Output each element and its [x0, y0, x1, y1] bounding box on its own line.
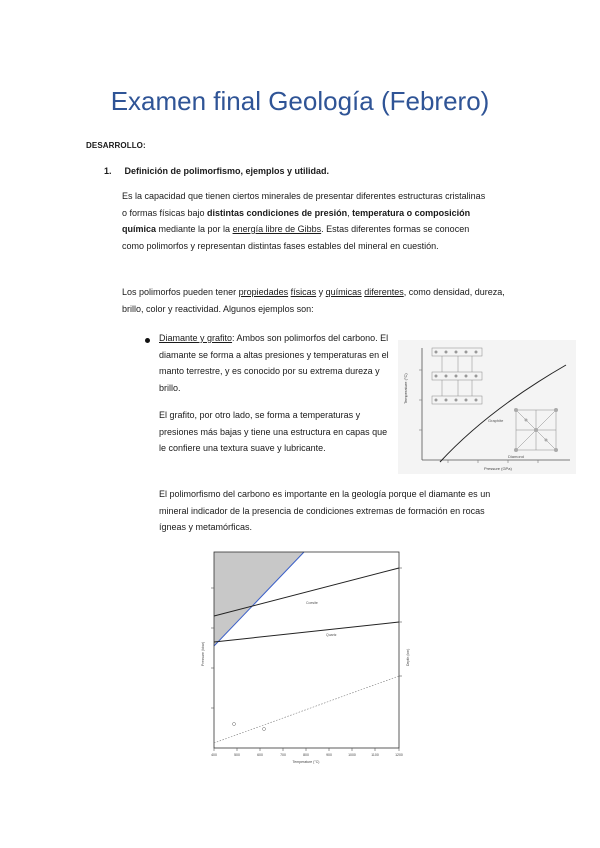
fig2-xtick-1100: 1100	[371, 753, 379, 757]
fig2-xtick-1200: 1200	[395, 753, 403, 757]
fig1-graphite-label: Graphite	[488, 418, 504, 423]
fig2-coesite-label: Coesite	[306, 601, 318, 605]
fig2-xtick-700: 700	[280, 753, 286, 757]
fig2-xtick-800: 800	[303, 753, 309, 757]
definition-text-2: mediante la por la	[156, 224, 233, 234]
fig2-xtick-600: 600	[257, 753, 263, 757]
fig2-xlabel: Temperature (°C)	[292, 760, 320, 764]
question-number: 1.	[104, 166, 112, 176]
importance-paragraph: El polimorfismo del carbono es importante en la geología porque el diamante es un mineral indicador de la presencia de condiciones extremas de formación en rocas ígneas y metamórficas.	[159, 489, 491, 532]
section-heading: DESARROLLO:	[86, 141, 146, 150]
examples-text-2: , como densidad, dureza, brillo, color y reactividad. Algunos ejemplos son:	[122, 287, 505, 314]
definition-text-3: . Estas diferentes formas se conocen como polimorfos y representan distintas fases estables del mineral en cuestión.	[122, 224, 470, 251]
definition-comma: ,	[347, 207, 353, 218]
examples-paragraph	[122, 284, 522, 317]
fig1-diamond-label: Diamond	[508, 454, 525, 459]
definition-paragraph	[122, 188, 492, 254]
link-propiedades[interactable]: propiedades	[238, 287, 289, 297]
silica-phase-diagram	[196, 548, 416, 768]
definition-text: Es la capacidad que tienen ciertos minerales de presentar diferentes estructuras cristalinas o formas físicas bajo	[122, 191, 486, 218]
carbon-phase-diagram	[398, 340, 576, 474]
definition-bold-temperature: temperatura o composición química	[122, 207, 471, 234]
bullet-icon	[145, 338, 150, 343]
question-heading	[104, 166, 329, 176]
examples-and: y	[316, 287, 326, 297]
fig2-ylabel-left: Pressure (kbar)	[201, 641, 205, 666]
gibbs-energy-link[interactable]: energía libre de Gibbs	[232, 224, 322, 234]
definition-bold-pressure: distintas condiciones de presión	[207, 207, 348, 218]
fig2-quartz-label: Quartz	[326, 633, 337, 637]
bullet-label[interactable]: Diamante y grafito	[159, 333, 233, 343]
link-quimicas[interactable]: químicas	[325, 287, 362, 297]
fig1-ylabel: Temperature (°C)	[403, 373, 408, 404]
graphite-paragraph: El grafito, por otro lado, se forma a temperaturas y presiones más bajas y tiene una estructura en capas que le confiere una textura suave y lubricante.	[159, 410, 388, 453]
question-text: Definición de polimorfismo, ejemplos y utilidad.	[124, 166, 330, 176]
fig2-xtick-500: 500	[234, 753, 240, 757]
page-title: Examen final Geología (Febrero)	[110, 86, 490, 116]
fig2-ylabel-right: Depth (km)	[406, 648, 410, 666]
bullet-text: : Ambos son polimorfos del carbono. El diamante se forma a altas presiones y temperaturas en el manto terrestre, y es conocido por su extrema dureza y brillo.	[159, 333, 389, 393]
fig2-xtick-1000: 1000	[348, 753, 356, 757]
fig2-xtick-900: 900	[326, 753, 332, 757]
link-diferentes[interactable]: diferentes	[364, 287, 404, 297]
link-fisicas[interactable]: físicas	[290, 287, 317, 297]
bullet-diamond-graphite	[159, 330, 389, 396]
fig1-xlabel: Pressure (GPa)	[484, 466, 512, 471]
examples-text: Los polimorfos pueden tener	[122, 287, 239, 297]
fig2-xtick-400: 400	[211, 753, 217, 757]
